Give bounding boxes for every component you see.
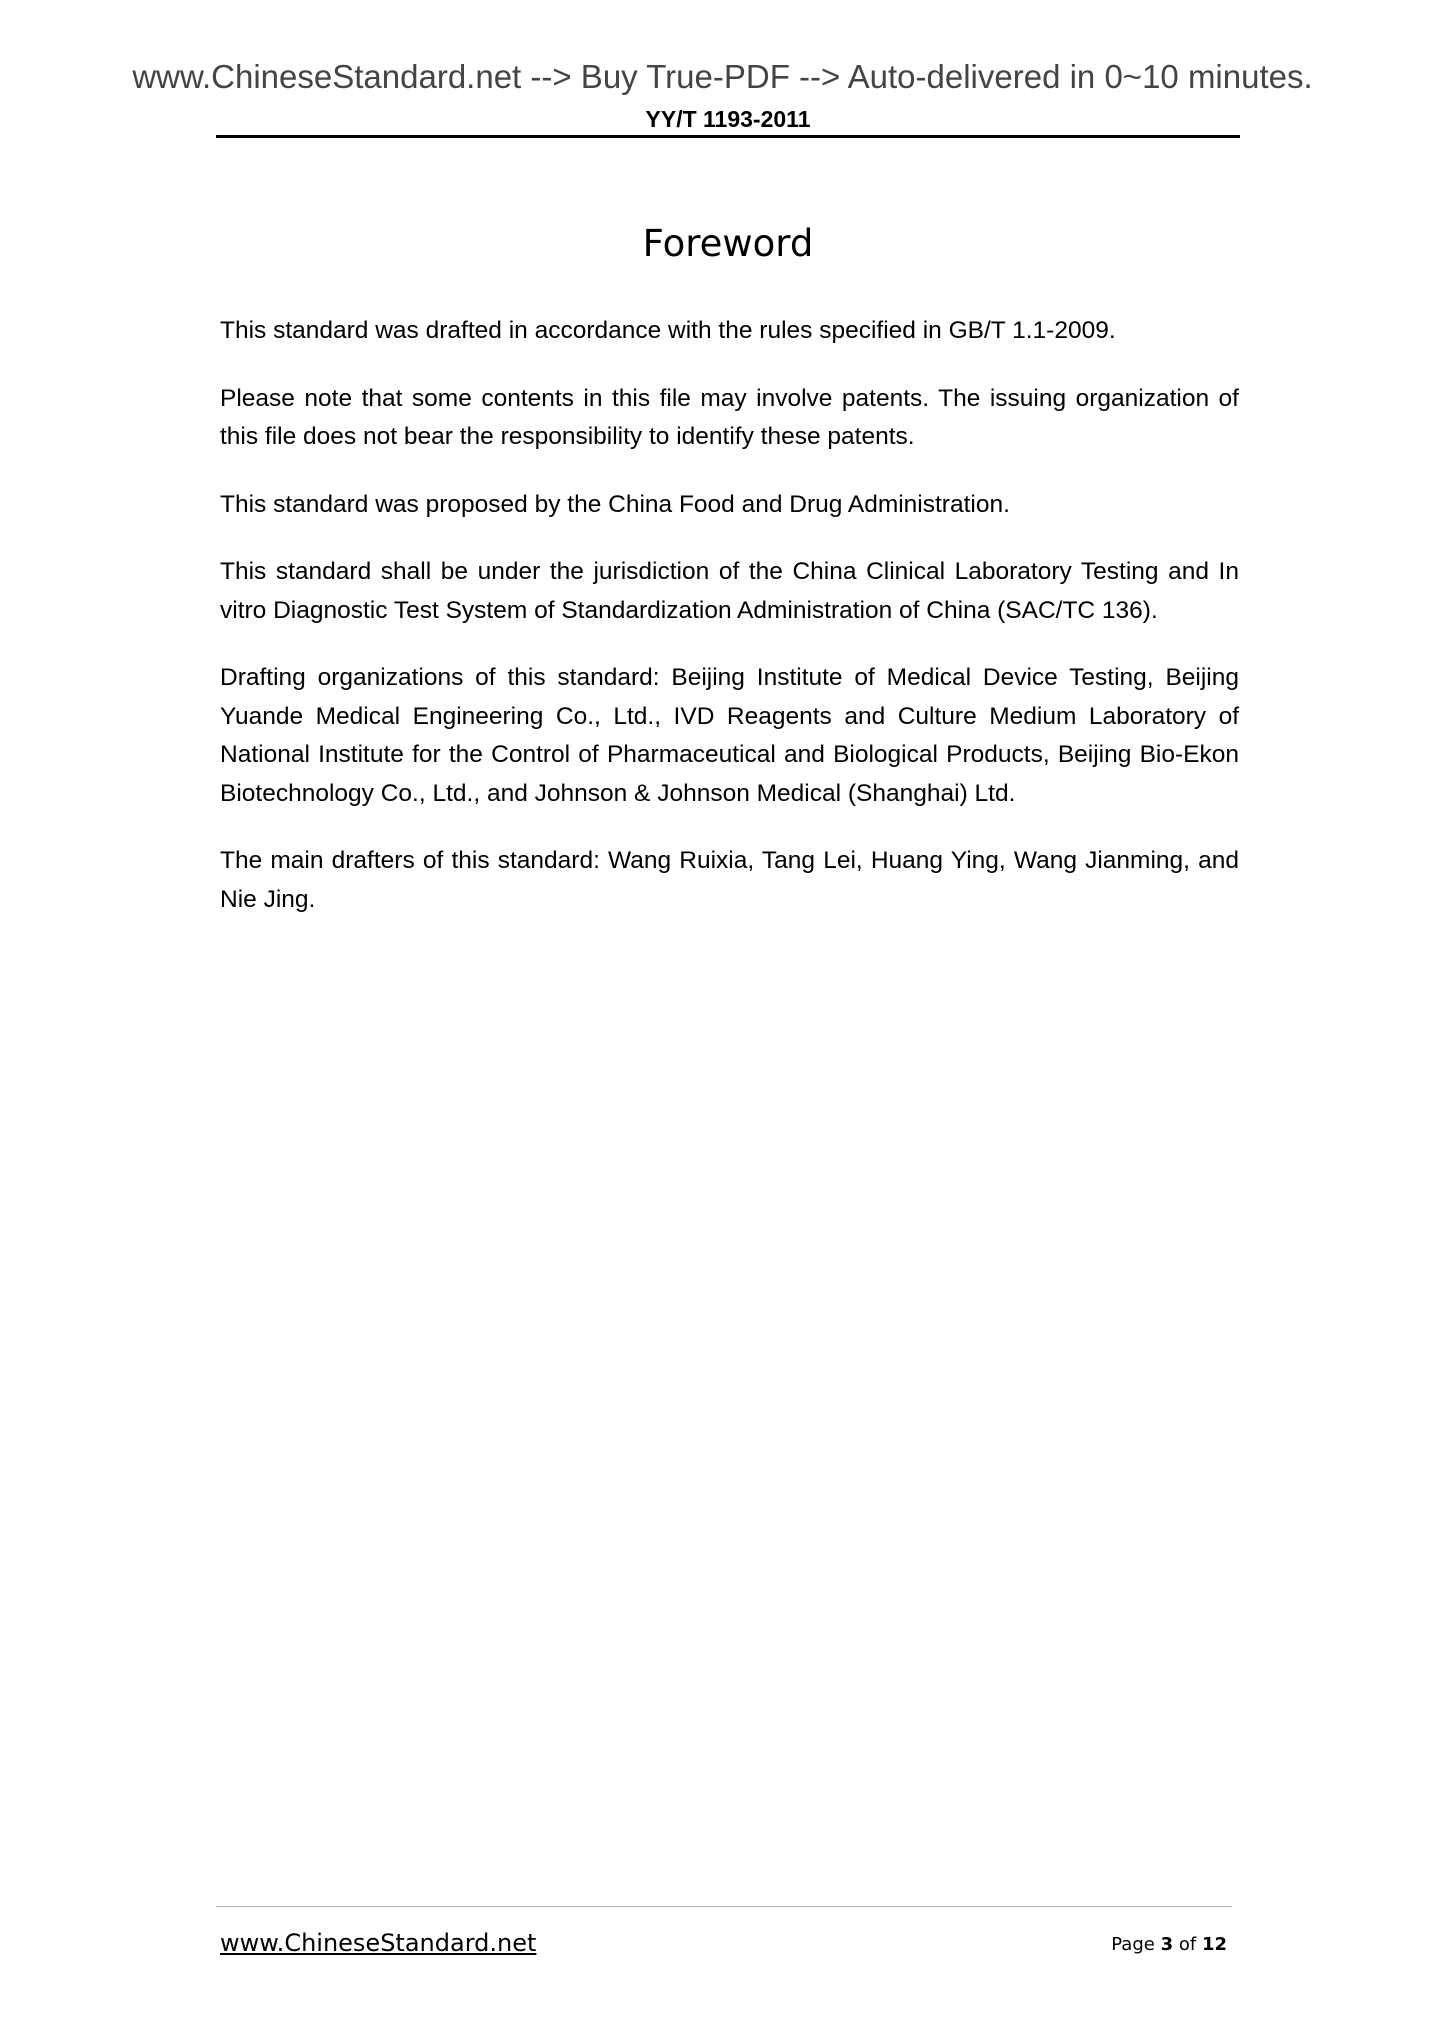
page-number — [1111, 1934, 1227, 1955]
page-current: 3 — [1160, 1934, 1174, 1955]
paragraph-drafting-organizations: Drafting organizations of this standard: Beijing Institute of Medical Device Testing, Beijing Yuande Medical Engineering Co., Ltd., IVD Reagents and Culture Medium Laboratory of National Institute for the Control of Pharmaceutical and Biological Products, Beijing Bio-Ekon Biotechnology Co., Ltd., and Johnson & Johnson Medical (Shanghai) Ltd. — [220, 664, 1239, 807]
footer-divider — [216, 1906, 1232, 1907]
page-title: Foreword — [642, 222, 814, 265]
paragraph-main-drafters: The main drafters of this standard: Wang Ruixia, Tang Lei, Huang Ying, Wang Jianming, and Nie Jing. — [220, 847, 1239, 913]
footer-link[interactable]: www.ChineseStandard.net — [220, 1929, 537, 1957]
paragraph-drafting-rules: This standard was drafted in accordance with the rules specified in GB/T 1.1-2009. — [220, 317, 1116, 344]
page-label: Page — [1111, 1934, 1155, 1955]
document-body — [220, 312, 1239, 948]
paragraph-patents-note: Please note that some contents in this file may involve patents. The issuing organization of this file does not bear the responsibility to identify these patents. — [220, 384, 1239, 450]
page-total: 12 — [1201, 1934, 1227, 1955]
top-banner: www.ChineseStandard.net --> Buy True-PDF --> Auto-delivered in 0~10 minutes. — [132, 58, 1313, 95]
header-divider — [216, 135, 1240, 138]
document-code: YY/T 1193-2011 — [645, 106, 811, 132]
paragraph-jurisdiction: This standard shall be under the jurisdiction of the China Clinical Laboratory Testing and In vitro Diagnostic Test System of Standardization Administration of China (SAC/TC 136). — [220, 558, 1239, 624]
paragraph-proposed-by: This standard was proposed by the China Food and Drug Administration. — [220, 490, 1010, 518]
page-of-label: of — [1178, 1934, 1197, 1955]
